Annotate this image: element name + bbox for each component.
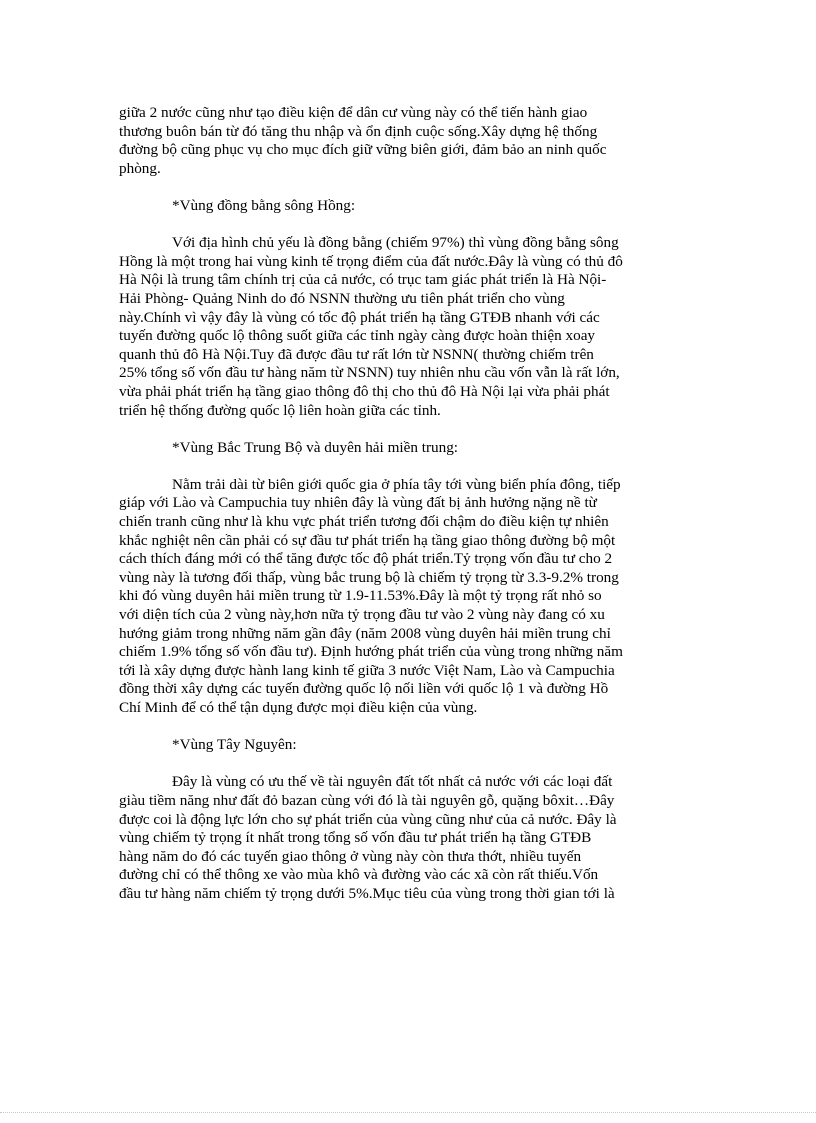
text-line: khi đó vùng duyên hải miền trung từ 1.9-11.53%.Đây là một tỷ trọng rất nhỏ so [119,587,602,605]
text-line: đường bộ cũng phục vụ cho mục đích giữ vững biên giới, đảm bảo an ninh quốc [119,141,607,159]
text-line: đường chỉ có thể thông xe vào mùa khô và đường vào các xã còn rất thiếu.Vốn [119,866,599,884]
text-line: vừa phải phát triển hạ tầng giao thông đô thị cho thủ đô Hà Nội lại vừa phải phát [119,382,610,400]
document-body [119,104,697,904]
text-line: *Vùng Bắc Trung Bộ và duyên hải miền trung: [172,438,459,456]
paragraph-gap [119,718,697,737]
text-line: Nằm trải dài từ biên giới quốc gia ở phía tây tới vùng biển phía đông, tiếp [172,475,621,493]
paragraph-gap [119,755,697,774]
text-line: đồng thời xây dựng các tuyến đường quốc lộ nối liền với quốc lộ 1 và đường Hồ [119,680,609,698]
text-line: Đây là vùng có ưu thế về tài nguyên đất tốt nhất cả nước với các loại đất [172,773,613,791]
text-line: hàng năm do đó các tuyến giao thông ở vùng này còn thưa thớt, nhiều tuyến [119,847,582,865]
text-line: phòng. [119,159,161,177]
paragraph [119,234,697,420]
text-line: triển hệ thống đường quốc lộ liên hoàn giữa các tỉnh. [119,401,441,419]
text-line: Chí Minh để có thể tận dụng được mọi điều kiện của vùng. [119,699,478,716]
text-line: đầu tư hàng năm chiếm tỷ trọng dưới 5%.Mục tiêu của vùng trong thời gian tới là [119,884,615,902]
section-heading [119,736,697,755]
text-line: 25% tổng số vốn đầu tư hàng năm từ NSNN) tuy nhiên nhu cầu vốn vẫn là rất lớn, [119,364,620,382]
section-heading [119,439,697,458]
text-line: giáp với Lào và Campuchia tuy nhiên đây là vùng đất bị ảnh hưởng nặng nề từ [119,494,597,512]
paragraph-gap [119,457,697,476]
text-line: này.Chính vì vậy đây là vùng có tốc độ phát triển hạ tầng GTĐB nhanh với các [119,308,600,326]
text-line: chiếm 1.9% tổng số vốn đầu tư). Định hướng phát triển của vùng trong những năm [119,643,623,661]
text-line: quanh thủ đô Hà Nội.Tuy đã được đầu tư rất lớn từ NSNN( thường chiếm trên [119,345,594,363]
text-line: cách thích đáng mới có thể tăng được tốc độ phát triển.Tỷ trọng vốn đầu tư cho 2 [119,550,613,568]
section-heading [119,197,697,216]
text-line: hướng giảm trong những năm gần đây (năm 2008 vùng duyên hải miền trung chỉ [119,624,611,642]
text-line: khắc nghiệt nên cần phải có sự đầu tư phát triển hạ tầng giao thông đường bộ một [119,531,616,549]
text-line: được coi là động lực lớn cho sự phát triển của vùng cũng như của cả nước. Đây là [119,810,617,828]
text-line: tuyến đường quốc lộ thông suốt giữa các tỉnh ngày càng được hoàn thiện xoay [119,327,596,345]
text-line: Với địa hình chủ yếu là đồng bằng (chiếm 97%) thì vùng đồng bằng sông [172,234,619,252]
text-line: chiến tranh cũng như là khu vực phát triển tương đối chậm do điều kiện tự nhiên [119,513,609,531]
continuation-paragraph [119,104,697,178]
text-line: giàu tiềm năng như đất đỏ bazan cùng với đó là tài nguyên gỗ, quặng bôxit…Đây [119,791,615,809]
text-line: *Vùng đồng bằng sông Hồng: [172,196,356,214]
paragraph-gap [119,178,697,197]
text-line: tới là xây dựng được hành lang kinh tế giữa 3 nước Việt Nam, Lào và Campuchia [119,661,615,679]
text-line: Hà Nội là trung tâm chính trị của cả nước, có trục tam giác phát triển là Hà Nội- [119,271,607,289]
text-line: Hồng là một trong hai vùng kinh tế trọng điểm của đất nước.Đây là vùng có thủ đô [119,252,623,270]
page-bottom-border [0,1112,816,1113]
paragraph-gap [119,420,697,439]
paragraph [119,773,697,903]
text-line: vùng này là tương đối thấp, vùng bắc trung bộ là chiếm tỷ trọng từ 3.3-9.2% trong [119,568,619,586]
text-line: với diện tích của 2 vùng này,hơn nữa tỷ trọng đầu tư vào 2 vùng này đang có xu [119,606,605,624]
paragraph-gap [119,216,697,235]
text-line: giữa 2 nước cũng như tạo điều kiện để dân cư vùng này có thể tiến hành giao [119,104,588,121]
text-line: vùng chiếm tỷ trọng ít nhất trong tổng số vốn đầu tư phát triển hạ tầng GTĐB [119,829,592,847]
text-line: Hải Phòng- Quảng Ninh do đó NSNN thường ưu tiên phát triển cho vùng [119,289,565,307]
paragraph [119,476,697,718]
text-line: *Vùng Tây Nguyên: [172,736,297,754]
text-line: thương buôn bán từ đó tăng thu nhập và ổn định cuộc sống.Xây dựng hệ thống [119,122,598,140]
